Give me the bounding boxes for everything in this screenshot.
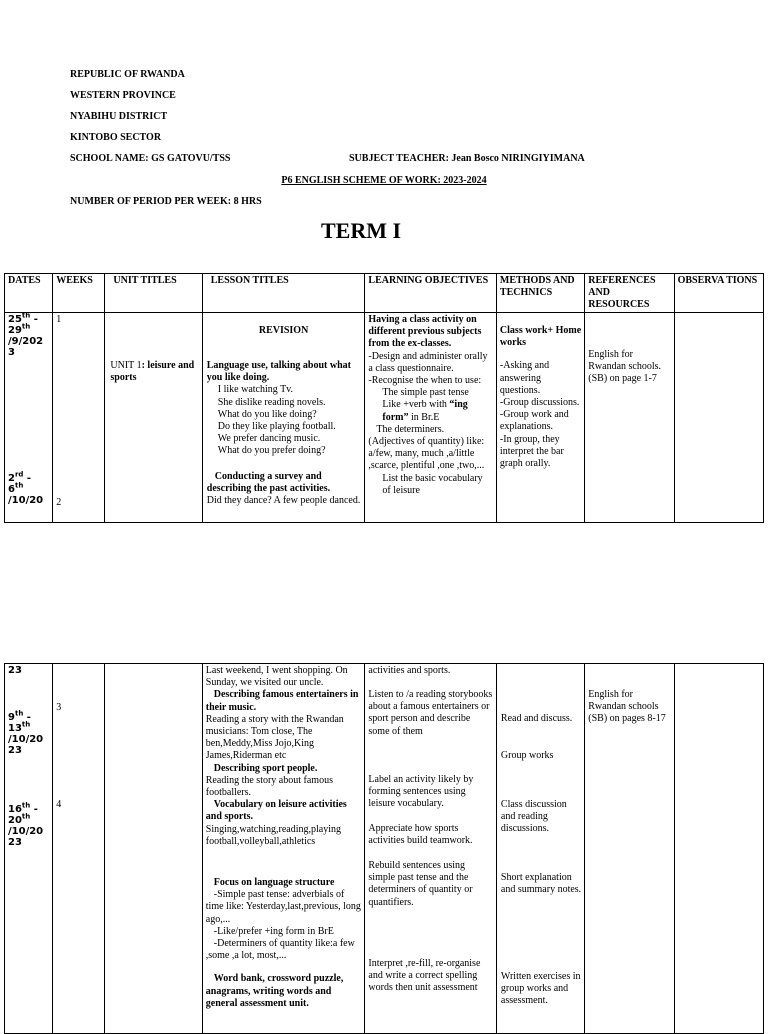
- method-line: Read and discuss.: [500, 713, 573, 724]
- method-line: Written exercises in group works and assessment.: [500, 971, 581, 1007]
- province-line: WESTERN PROVINCE: [70, 90, 176, 101]
- objective-line: List the basic vocabulary of leisure: [382, 472, 483, 496]
- lesson-text: Singing,watching,reading,playing football,volleyball,athletics: [205, 823, 342, 847]
- objective-line: (Adjectives of quantity) like: a/few, many, much ,a/little ,scarce, plentiful ,one ,two,...: [368, 436, 485, 472]
- reference-text: English for Rwandan schools.(SB) on page 1-7: [588, 349, 662, 385]
- objective-line: Appreciate how sports activities build teamwork.: [368, 823, 473, 847]
- reference-text: English for Rwandan schools (SB) on pages 8-17: [588, 689, 666, 725]
- unit-titles-cell: [105, 313, 202, 523]
- methods-cell: [496, 313, 584, 523]
- lesson-text: -Determiners of quantity like:a few ,some ,a lot, most,...: [205, 938, 355, 962]
- col-references: REFERENCES AND RESOURCES: [585, 274, 674, 313]
- objectives-cell: [365, 313, 497, 523]
- col-learning-objectives: LEARNING OBJECTIVES: [365, 274, 497, 313]
- col-observations: OBSERVA TIONS: [674, 274, 763, 313]
- country-line: REPUBLIC OF RWANDA: [70, 69, 185, 80]
- lesson-text: Reading a story with the Rwandan musicians: Tom close, The ben,Meddy,Miss Jojo,King James,Riderman etc: [205, 713, 344, 762]
- method-line: -Asking and answering questions.: [499, 360, 550, 396]
- objective-line: -Recognise the when to use:: [368, 375, 482, 387]
- method-line: Class discussion and reading discussions.: [500, 799, 567, 835]
- date-continued: 23: [8, 665, 22, 676]
- lesson-block-survey: Conducting a survey and describing the past activities. Did they dance? A few people danced.: [206, 471, 361, 507]
- lesson-text: Last weekend, I went shopping. On Sunday, we visited our uncle.: [205, 665, 348, 689]
- week-number: 1: [56, 314, 62, 325]
- methods-cell: [496, 664, 584, 1034]
- term-title: TERM I: [320, 218, 402, 243]
- sector-line: KINTOBO SECTOR: [70, 132, 162, 143]
- col-methods: METHODS AND TECHNICS: [496, 274, 584, 313]
- district-line: NYABIHU DISTRICT: [70, 111, 168, 122]
- references-cell: [585, 313, 674, 523]
- dates-cell: [5, 313, 53, 523]
- lesson-block-language-use: Language use, talking about what you like doing. I like watching Tv. She dislike reading novels. What do you like doing? Do they like playing football. We prefer dancing music. What do you prefer doing?: [206, 360, 351, 457]
- objective-line: The determiners.: [376, 423, 445, 435]
- scheme-table-page2: [4, 663, 764, 1034]
- date-range-week4: 16th - 20th /10/20 23: [8, 801, 44, 848]
- method-line: -Group discussions.: [499, 397, 580, 409]
- school-name: SCHOOL NAME: GS GATOVU/TSS: [70, 153, 231, 164]
- lesson-heading: Vocabulary on leisure activities and sports.: [205, 799, 347, 823]
- lesson-text: -Like/prefer +ing form in BrE: [213, 925, 334, 937]
- lesson-revision: REVISION: [258, 325, 309, 336]
- unit-title: UNIT 1: leisure and sports: [110, 360, 195, 384]
- date-range-week1: 25th - 29th /9/202 3: [8, 312, 44, 358]
- lesson-heading: Describing sport people.: [213, 762, 318, 774]
- objective-line: Interpret ,re-fill, re-organise and write a correct spelling words then unit assessment: [368, 958, 481, 994]
- lesson-heading: Describing famous entertainers in their music.: [205, 689, 359, 713]
- observations-cell: [674, 664, 763, 1034]
- date-range-week2: 2rd - 6th /10/20: [8, 470, 44, 506]
- unit-titles-cell: [105, 664, 202, 1034]
- lesson-heading: Word bank, crossword puzzle, anagrams, writing words and general assessment unit.: [205, 973, 344, 1009]
- scheme-table-page1: [4, 273, 764, 523]
- subject-teacher: SUBJECT TEACHER: Jean Bosco NIRINGIYIMANA: [349, 153, 585, 164]
- objective-line: Rebuild sentences using simple past tense and the determiners of quantity or quantifiers.: [368, 860, 473, 908]
- dates-cell: [5, 664, 53, 1034]
- objective-line: -Design and administer orally a class questionnaire.: [368, 350, 488, 374]
- week-number: 4: [56, 799, 62, 810]
- references-cell: [585, 664, 674, 1034]
- weeks-cell: [53, 664, 105, 1034]
- week-number: 3: [56, 702, 62, 713]
- objective-revision: Having a class activity on different previous subjects from the ex-classes.: [368, 314, 482, 350]
- method-line: -Group work and explanations.: [499, 409, 569, 433]
- objective-line: Like +verb with “ing form” in Br.E: [382, 399, 468, 423]
- method-line: Class work+ Home works: [499, 325, 582, 349]
- objectives-cell: [365, 664, 497, 1034]
- method-line: Group works: [500, 750, 554, 761]
- lesson-heading: Focus on language structure: [213, 877, 335, 889]
- objective-line: activities and sports.: [368, 665, 451, 676]
- lesson-text: -Simple past tense: adverbials of time like: Yesterday,last,previous, long ago,...: [205, 889, 361, 925]
- col-weeks: WEEKS: [53, 274, 105, 313]
- col-unit-titles: UNIT TITLES: [105, 274, 202, 313]
- method-line: -In group, they interpret the bar graph orally.: [499, 433, 564, 470]
- col-lesson-titles: LESSON TITLES: [202, 274, 365, 313]
- objective-line: Label an activity likely by forming sentences using leisure vocabulary.: [368, 774, 474, 810]
- date-range-week3: 9th - 13th /10/20 23: [8, 709, 44, 756]
- lesson-titles-cell: [202, 313, 365, 523]
- week-number: 2: [56, 497, 62, 508]
- periods-line: NUMBER OF PERIOD PER WEEK: 8 HRS: [70, 196, 262, 207]
- col-dates: DATES: [5, 274, 53, 313]
- weeks-cell: [53, 313, 105, 523]
- objective-line: The simple past tense: [382, 387, 469, 399]
- observations-cell: [674, 313, 763, 523]
- scheme-title: P6 ENGLISH SCHEME OF WORK: 2023-2024: [281, 175, 487, 186]
- objective-line: Listen to /a reading storybooks about a famous entertainers or sport person and describe some of them: [368, 689, 493, 737]
- lesson-text: Reading the story about famous footballers.: [205, 774, 333, 799]
- lesson-titles-cell: [202, 664, 365, 1034]
- method-line: Short explanation and summary notes.: [500, 872, 582, 896]
